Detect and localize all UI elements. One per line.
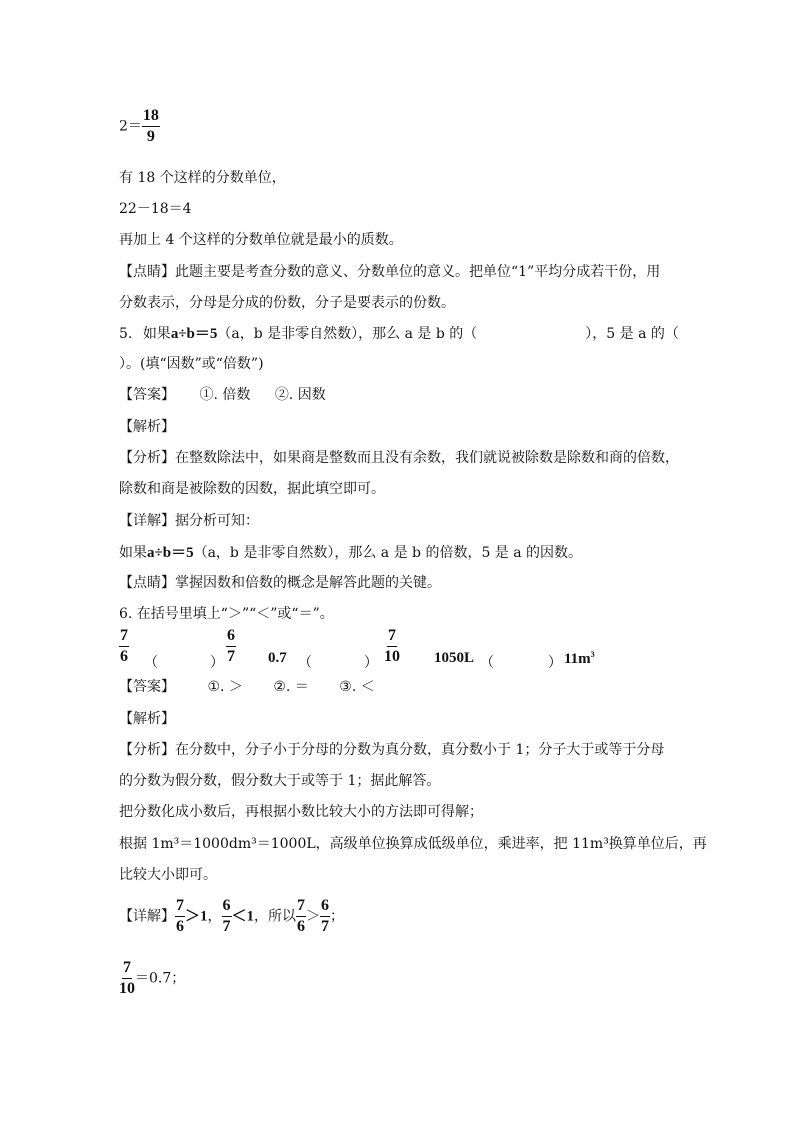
expression: a÷b＝5 (147, 545, 194, 561)
denominator: 10 (384, 648, 400, 665)
answer-label: 【答案】 (119, 387, 175, 403)
denominator: 6 (297, 918, 306, 935)
fraction-7-6 (119, 628, 129, 665)
paren-open: （ (298, 655, 312, 671)
question-6-items (0, 628, 794, 672)
xiangjie-label: 【详解】 (119, 908, 175, 925)
compare-text: ＞ (306, 908, 321, 925)
text: ， (207, 908, 222, 925)
expression: a÷b＝5 (170, 326, 218, 342)
text-line: 有 18 个这样的分数单位， (119, 170, 286, 186)
fraction-6-7 (320, 898, 330, 935)
text: ＝0.7； (135, 970, 186, 987)
xiangjie-6 (119, 898, 344, 935)
numerator: 7 (387, 628, 397, 647)
text: 如果 (119, 545, 147, 561)
numerator: 6 (226, 628, 236, 647)
text: ，所以 (254, 908, 297, 925)
dianjing-text-cont: 分数表示，分母是分成的份数，分子是要表示的份数。 (119, 295, 455, 311)
text: （a，b 是非零自然数），那么 a 是 b 的（ (217, 326, 478, 342)
dianjing-text: 【点睛】此题主要是考查分数的意义、分数单位的意义。把单位“1”平均分成若干份，用 (119, 264, 661, 280)
compare-text: ＜1 (231, 908, 255, 925)
text-line: 22－18＝4 (119, 201, 192, 217)
value-text: 11m (564, 651, 591, 667)
numerator: 7 (122, 960, 132, 979)
denominator: 9 (146, 128, 155, 145)
numerator: 7 (175, 898, 185, 917)
jiexi-label: 【解析】 (119, 419, 175, 435)
answer-3: ③. ＜ (339, 679, 375, 695)
denominator: 10 (119, 980, 135, 997)
answer-2: ②. 因数 (274, 387, 326, 403)
fraction-7-6 (296, 898, 306, 935)
text: （a，b 是非零自然数），那么 a 是 b 的倍数，5 是 a 的因数。 (193, 545, 583, 561)
fraction-7-10 (384, 628, 400, 665)
fenxi-text-cont: 把分数化成小数后，再根据小数比较大小的方法即可得解； (119, 804, 483, 820)
xiangjie-text: 【详解】据分析可知： (119, 513, 259, 529)
numerator: 18 (142, 108, 160, 127)
fenxi-text-cont: 比较大小即可。 (119, 867, 217, 883)
text: ），5 是 a 的（ (585, 326, 679, 342)
fraction-6-7 (226, 628, 236, 665)
question-5-cont: ）。(填“因数”或“倍数”) (119, 356, 264, 372)
fenxi-text-cont: 根据 1m³＝1000dm³＝1000L，高级单位换算成低级单位，乘进率，把 11m³换算单位后，再 (119, 836, 707, 852)
fenxi-text-cont: 的分数为假分数，假分数大于或等于 1；据此解答。 (119, 773, 441, 789)
superscript: 3 (590, 650, 595, 659)
denominator: 7 (227, 648, 235, 665)
answer-label: 【答案】 (119, 679, 175, 695)
paren-open: （ (480, 655, 494, 671)
fenxi-text-cont: 除数和商是被除数的因数，据此填空即可。 (119, 481, 385, 497)
answer-2: ②. ＝ (273, 679, 309, 695)
value-11m3 (564, 650, 595, 668)
question-number: 5. (119, 326, 133, 342)
xiangjie-detail (119, 541, 582, 562)
paren-open: （ (144, 655, 158, 671)
fraction-6-7 (222, 898, 232, 935)
value-0-7: 0.7 (268, 650, 287, 666)
last-line (119, 960, 185, 997)
denominator: 7 (321, 918, 330, 935)
text-line: 再加上 4 个这样的分数单位就是最小的质数。 (119, 232, 403, 248)
text: 2＝ (119, 118, 142, 135)
line-2-equals-fraction (119, 108, 160, 145)
value-1050l: 1050L (434, 650, 475, 666)
question-5 (119, 322, 679, 343)
answer-1: ①. 倍数 (199, 387, 251, 403)
fenxi-text: 【分析】在整数除法中，如果商是整数而且没有余数，我们就说被除数是除数和商的倍数， (119, 450, 679, 466)
dianjing-text: 【点睛】掌握因数和倍数的概念是解答此题的关键。 (119, 575, 441, 591)
compare-text: ＞1 (185, 908, 208, 925)
text: 如果 (142, 326, 171, 342)
fenxi-text: 【分析】在分数中，分子小于分母的分数为真分数，真分数小于 1；分子大于或等于分母 (119, 742, 665, 758)
denominator: 7 (222, 918, 231, 935)
fraction-7-6 (175, 898, 185, 935)
answer-5 (119, 384, 326, 404)
answer-1: ①. ＞ (207, 679, 243, 695)
denominator: 6 (120, 648, 128, 665)
numerator: 7 (296, 898, 306, 917)
paren-close: ） (548, 655, 562, 671)
paren-close: ） (364, 655, 378, 671)
fraction-18-9 (142, 108, 160, 145)
text: ； (330, 908, 345, 925)
answer-6 (119, 676, 375, 696)
numerator: 7 (119, 628, 129, 647)
denominator: 6 (176, 918, 184, 935)
jiexi-label: 【解析】 (119, 711, 175, 727)
paren-close: ） (210, 655, 224, 671)
fraction-7-10 (119, 960, 135, 997)
question-6: 6. 在括号里填上“＞”“＜”或“＝”。 (119, 606, 334, 622)
numerator: 6 (222, 898, 232, 917)
numerator: 6 (320, 898, 330, 917)
